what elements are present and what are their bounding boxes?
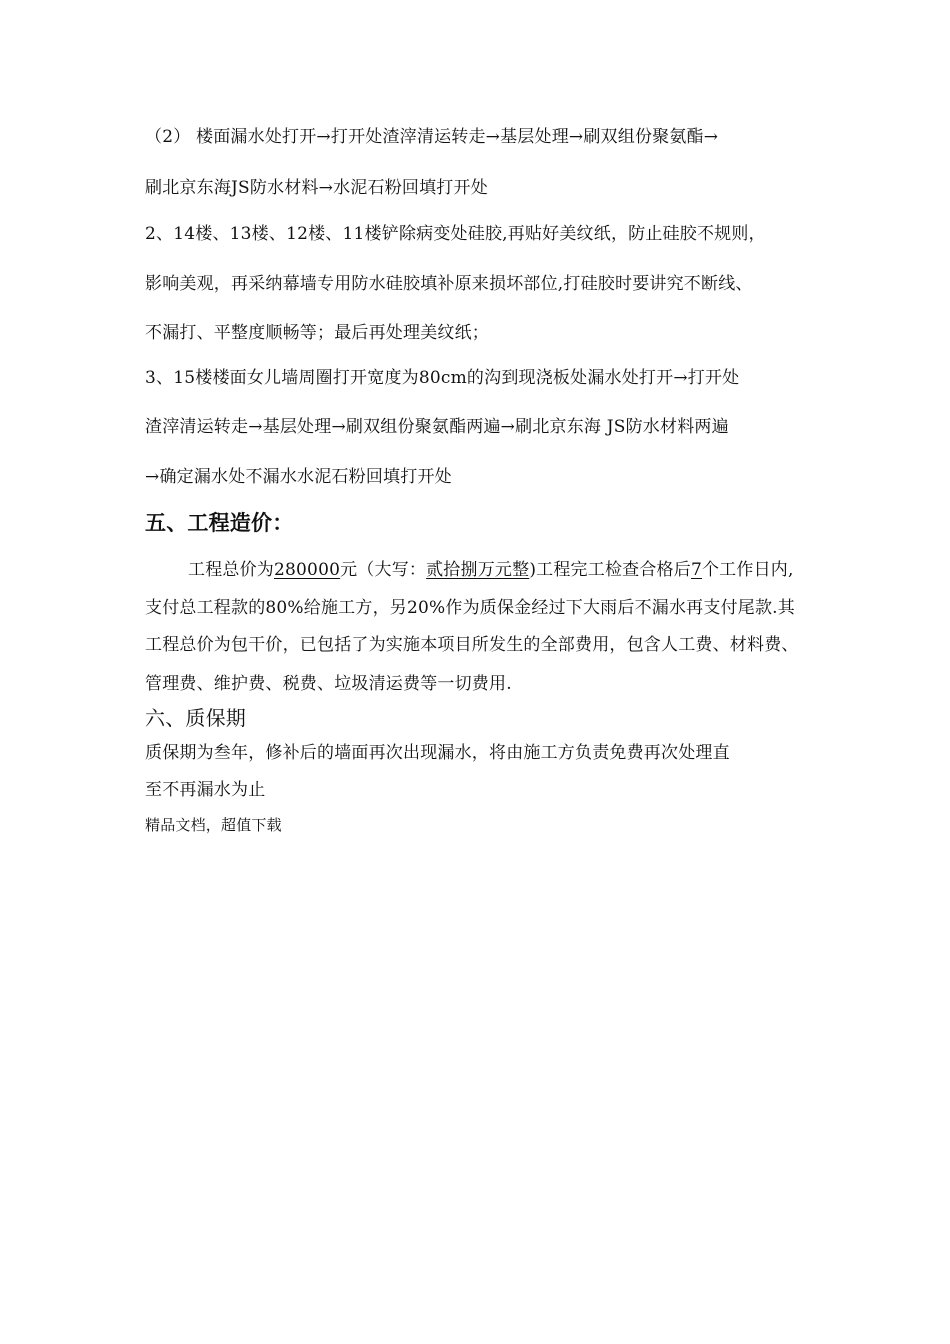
price-prefix: 工程总价为 bbox=[188, 560, 274, 580]
item-2-line-2: 影响美观，再采纳幕墙专用防水硅胶填补原来损坏部位,打硅胶时要讲究不断线、 bbox=[145, 274, 753, 294]
payment-days: 7 bbox=[690, 560, 702, 580]
item-3-line-2: 渣滓清运转走→基层处理→刷双组份聚氨酯两遍→刷北京东海 JS防水材料两遍 bbox=[145, 417, 729, 437]
section-6-title: 六、质保期 bbox=[145, 706, 246, 730]
item-3-line-1: 3、15楼楼面女儿墙周圈打开宽度为80cm的沟到现浇板处漏水处打开→打开处 bbox=[145, 368, 740, 388]
step-2-line-1: （2） 楼面漏水处打开→打开处渣滓清运转走→基层处理→刷双组份聚氨酯→ bbox=[145, 127, 719, 147]
section-5-paragraph-line-3: 工程总价为包干价，已包括了为实施本项目所发生的全部费用，包含人工费、材料费、 bbox=[145, 635, 799, 655]
item-3-line-3: →确定漏水处不漏水水泥石粉回填打开处 bbox=[145, 467, 452, 487]
section-5-title: 五、工程造价： bbox=[145, 510, 294, 535]
step-2-line-2: 刷北京东海JS防水材料→水泥石粉回填打开处 bbox=[145, 178, 488, 198]
item-2-line-1: 2、14楼、13楼、12楼、11楼铲除病变处硅胶,再贴好美纹纸，防止硅胶不规则， bbox=[145, 224, 766, 244]
section-6-paragraph-line-2: 至不再漏水为止 bbox=[145, 780, 266, 800]
section-5-paragraph-line-2: 支付总工程款的80%给施工方，另20%作为质保金经过下大雨后不漏水再支付尾款.其 bbox=[145, 598, 795, 618]
footer-note: 精品文档，超值下载 bbox=[145, 816, 282, 834]
price-amount-words: 贰拾捌万元整 bbox=[426, 560, 530, 580]
section-5-paragraph-line-1 bbox=[188, 559, 794, 581]
price-mid-1: 元（大写： bbox=[340, 560, 427, 580]
price-suffix: 个工作日内, bbox=[701, 560, 794, 580]
item-2-line-3: 不漏打、平整度顺畅等；最后再处理美纹纸； bbox=[145, 323, 489, 343]
section-5-paragraph-line-4: 管理费、维护费、税费、垃圾清运费等一切费用. bbox=[145, 674, 512, 694]
price-amount: 280000 bbox=[274, 560, 341, 580]
price-mid-2: )工程完工检查合格后 bbox=[529, 560, 691, 580]
section-6-paragraph-line-1: 质保期为叁年，修补后的墙面再次出现漏水，将由施工方负责免费再次处理直 bbox=[145, 743, 730, 763]
